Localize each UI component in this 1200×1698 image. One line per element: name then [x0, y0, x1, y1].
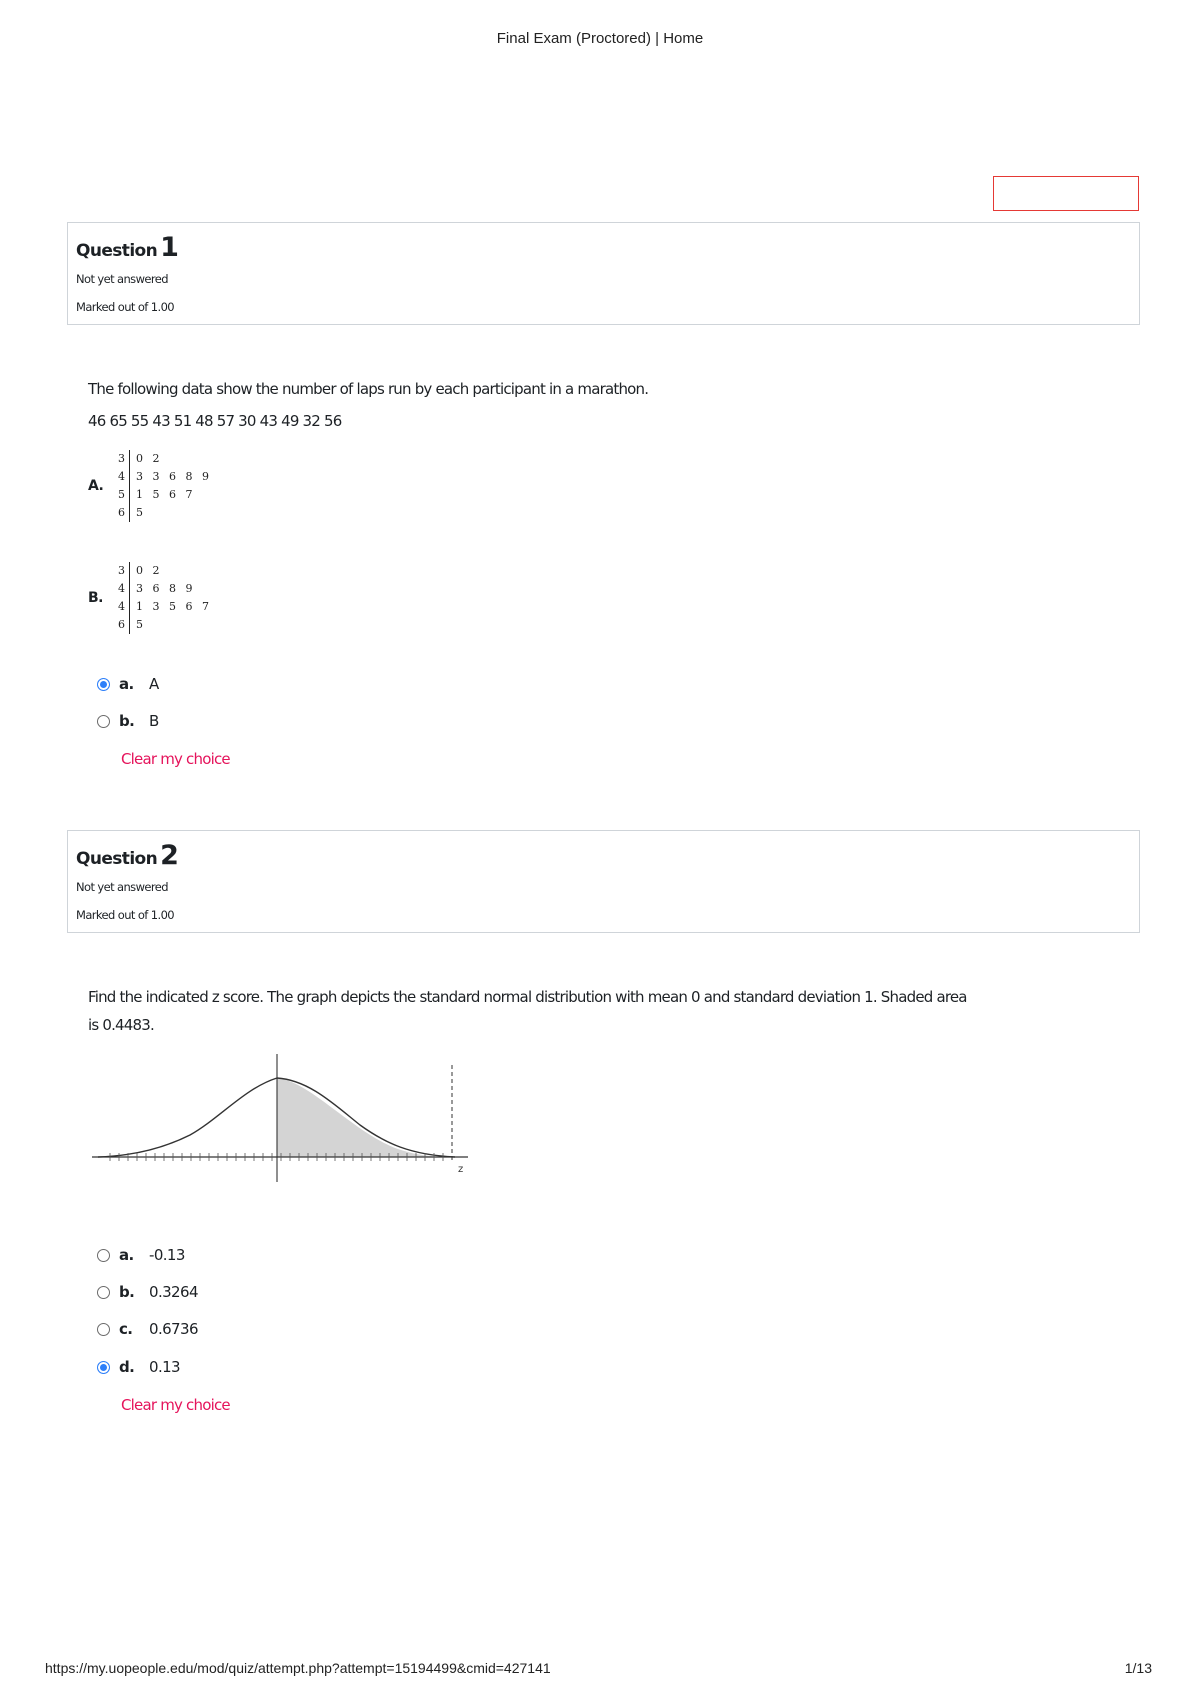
answer-option-a[interactable] — [97, 1246, 185, 1264]
stem-row: 3 0 2 — [108, 562, 212, 580]
question-1-data: 46 65 55 43 51 48 57 30 43 49 32 56 — [88, 412, 342, 430]
print-footer-page-number: 1/13 — [1124, 1660, 1152, 1676]
answer-option-d[interactable] — [97, 1358, 180, 1376]
quiz-timer-box — [993, 176, 1139, 211]
normal-distribution-graph — [90, 1050, 470, 1185]
question-grade: Marked out of 1.00 — [76, 300, 175, 314]
print-header-title: Final Exam (Proctored) | Home — [496, 30, 704, 47]
answer-option-c[interactable] — [97, 1320, 198, 1338]
answer-option-b[interactable] — [97, 1283, 198, 1301]
stem-row: 3 0 2 — [108, 450, 212, 468]
question-1-text: The following data show the number of laps run by each participant in a marathon. — [88, 380, 649, 398]
stem-row: 6 5 — [108, 504, 212, 522]
question-2-text-line-1: Find the indicated z score. The graph depicts the standard normal distribution with mean 0 and standard deviation 1. Shaded area — [88, 988, 967, 1006]
question-label: Question — [76, 241, 158, 261]
clear-choice-link[interactable]: Clear my choice — [121, 750, 230, 768]
answer-letter: b. — [119, 1283, 135, 1301]
radio-button[interactable] — [97, 1286, 110, 1299]
answer-letter: d. — [119, 1358, 135, 1376]
print-footer-url: https://my.uopeople.edu/mod/quiz/attempt.php?attempt=15194499&cmid=427141 — [45, 1660, 551, 1676]
axis-label-z: z — [458, 1164, 464, 1175]
stem-row: 4 3 3 6 8 9 — [108, 468, 212, 486]
answer-value: 0.6736 — [149, 1320, 198, 1338]
answer-letter: a. — [119, 675, 134, 693]
question-1-title — [76, 233, 1131, 266]
answer-letter: c. — [119, 1320, 133, 1338]
stem-leaf-plot-a — [108, 450, 212, 522]
shaded-area — [277, 1078, 455, 1157]
radio-button[interactable] — [97, 1249, 110, 1262]
stem-row: 5 1 5 6 7 — [108, 486, 212, 504]
stem-leaf-plot-b — [108, 562, 212, 634]
question-number: 1 — [160, 232, 179, 263]
question-state: Not yet answered — [76, 272, 168, 286]
answer-value: B — [149, 712, 159, 730]
question-state: Not yet answered — [76, 880, 168, 894]
radio-button-checked[interactable] — [97, 1361, 110, 1374]
question-2-title — [76, 841, 1131, 874]
question-grade: Marked out of 1.00 — [76, 908, 175, 922]
radio-button[interactable] — [97, 715, 110, 728]
stem-row: 4 3 6 8 9 — [108, 580, 212, 598]
stem-row: 6 5 — [108, 616, 212, 634]
option-plot-a-label: A. — [88, 478, 104, 494]
answer-letter: a. — [119, 1246, 134, 1264]
radio-button-checked[interactable] — [97, 678, 110, 691]
question-number: 2 — [160, 840, 179, 871]
stem-row: 4 1 3 5 6 7 — [108, 598, 212, 616]
answer-value: A — [149, 675, 159, 693]
option-plot-b-label: B. — [88, 590, 103, 606]
clear-choice-link[interactable]: Clear my choice — [121, 1396, 230, 1414]
answer-option-b[interactable] — [97, 712, 159, 730]
question-2-info — [67, 830, 1140, 933]
question-1-info — [67, 222, 1140, 325]
answer-value: -0.13 — [149, 1246, 185, 1264]
answer-option-a[interactable] — [97, 675, 159, 693]
answer-value: 0.13 — [149, 1358, 180, 1376]
radio-button[interactable] — [97, 1323, 110, 1336]
question-label: Question — [76, 849, 158, 869]
answer-value: 0.3264 — [149, 1283, 198, 1301]
answer-letter: b. — [119, 712, 135, 730]
question-2-text-line-2: is 0.4483. — [88, 1016, 155, 1034]
